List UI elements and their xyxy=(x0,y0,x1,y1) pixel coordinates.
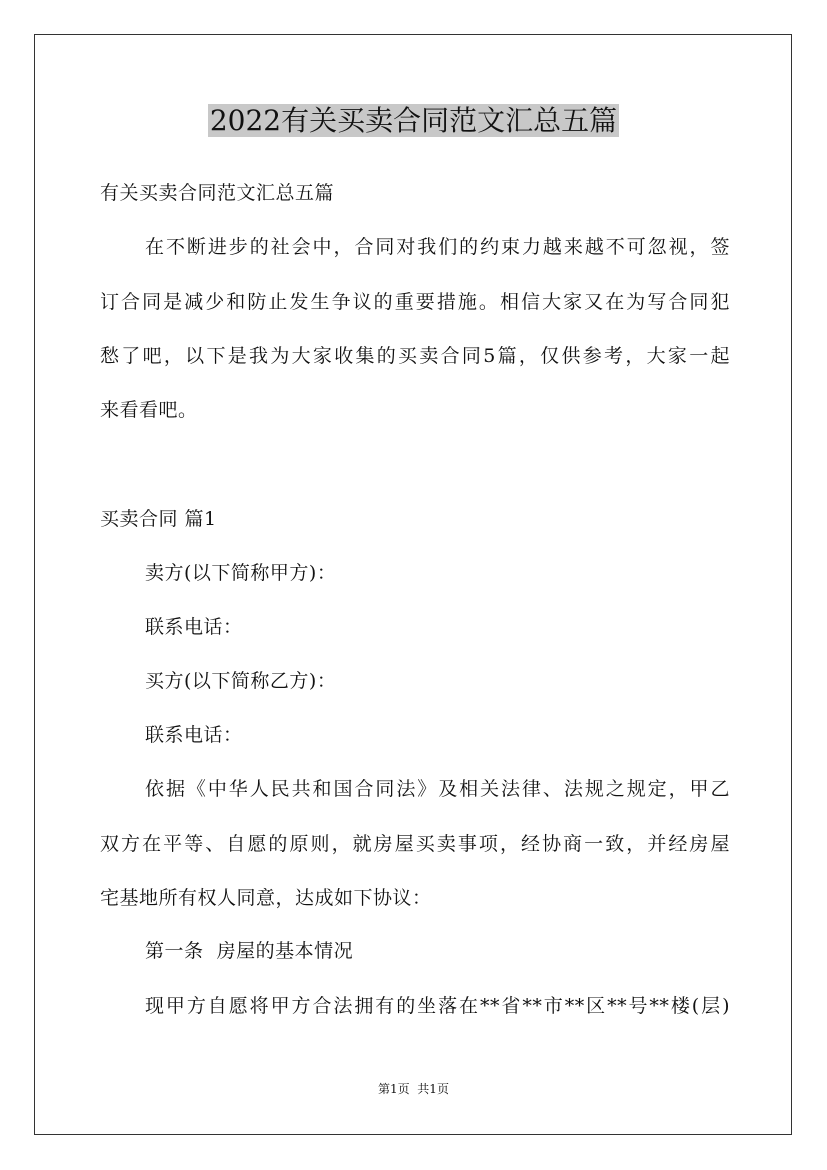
basis-line-2: 双方在平等、自愿的原则，就房屋买卖事项，经协商一致，并经房屋 xyxy=(100,833,730,855)
buyer-phone-field: 联系电话： xyxy=(145,724,243,746)
intro-line-2: 订合同是减少和防止发生争议的重要措施。相信大家又在为写合同犯 xyxy=(100,291,730,313)
page-footer: 第1页 共1页 xyxy=(378,1082,449,1096)
intro-line-1: 在不断进步的社会中，合同对我们的约束力越来越不可忽视，签 xyxy=(145,236,730,258)
document-title xyxy=(0,101,827,141)
document-title-text: 2022有关买卖合同范文汇总五篇 xyxy=(209,104,618,137)
basis-line-3: 宅基地所有权人同意，达成如下协议： xyxy=(100,887,432,909)
section-heading: 买卖合同 篇1 xyxy=(100,508,217,530)
document-subtitle: 有关买卖合同范文汇总五篇 xyxy=(100,182,335,204)
basis-line-1: 依据《中华人民共和国合同法》及相关法律、法规之规定，甲乙 xyxy=(145,778,730,800)
buyer-field: 买方(以下简称乙方)： xyxy=(145,670,337,692)
article-1-text: 现甲方自愿将甲方合法拥有的坐落在**省**市**区**号**楼(层) xyxy=(145,995,730,1017)
intro-line-3: 愁了吧，以下是我为大家收集的买卖合同5篇，仅供参考，大家一起 xyxy=(100,345,730,367)
intro-line-4: 来看看吧。 xyxy=(100,399,198,421)
article-1-heading: 第一条 房屋的基本情况 xyxy=(145,940,354,962)
seller-phone-field: 联系电话： xyxy=(145,616,243,638)
seller-field: 卖方(以下简称甲方)： xyxy=(145,562,337,584)
